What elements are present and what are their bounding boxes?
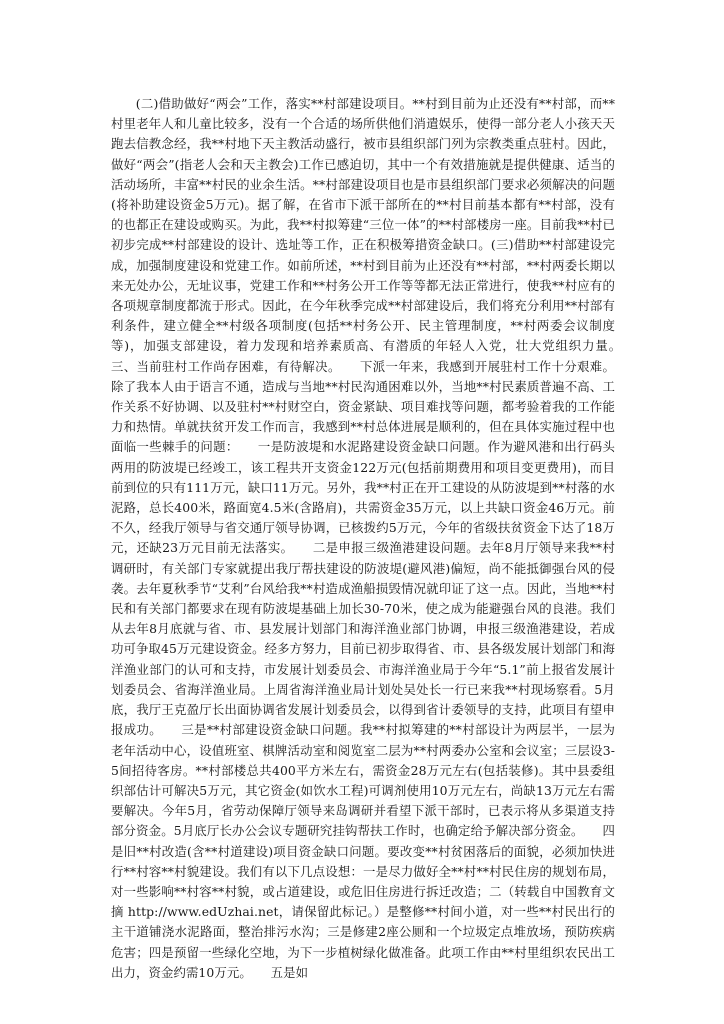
document-body-text: (二)借助做好“两会”工作，落实**村部建设项目。**村到目前为止还没有**村部，而**村里老年人和儿童比较多，没有一个合适的场所供他们消遣娱乐，使得一部分老人小孩天天跑去信教念经，我**村地下天主教活动盛行，被市县组织部门列为宗教类重点驻村。因此，做好“两会”(指老人会和天主教会)工作已感迫切，其中一个有效措施就是提供健康、适当的活动场所，丰富**村民的业余生活。**村部建设项目也是市县组织部门要求必须解决的问题(将补助建设资金5万元)。据了解，在省市下派干部所在的**村目前基本都有**村部，没有的也都正在建设或购买。为此，我**村拟筹建“三位一体”的**村部楼房一座。目前我**村已初步完成**村部建设的设计、选址等工作，正在积极筹措资金缺口。(三)借助**村部建设完成，加强制度建设和党建工作。如前所述，**村到目前为止还没有**村部，**村两委长期以来无处办公，无址议事，党建工作和**村务公开工作等等都无法正常进行，使我**村应有的各项规章制度都流于形式。因此，在今年秋季完成**村部建设后，我们将充分利用**村部有利条件，建立健全**村级各项制度(包括**村务公开、民主管理制度，**村两委会议制度等)，加强支部建设，着力发现和培养素质高、有潜质的年轻人入党，壮大党组织力量。 三、当前驻村工作尚存困难，有待解决。 下派一年来，我感到开展驻村工作十分艰难。除了我本人由于语言不通，造成与当地**村民沟通困难以外，当地**村民素质普遍不高、工作关系不好协调、以及驻村**村财空白，资金紧缺、项目难找等问题，都考验着我的工作能力和热情。单就扶贫开发工作而言，我感到**村总体进展是顺利的，但在具体实施过程中也面临一些棘手的问题： 一是防波堤和水泥路建设资金缺口问题。作为避风港和出行码头两用的防波堤已经竣工，该工程共开支资金122万元(包括前期费用和项目变更费用)，而目前到位的只有111万元，缺口11万元。另外，我**村正在开工建设的从防波堤到**村落的水泥路，总长400米，路面宽4.5米(含路肩)，共需资金35万元，以上共缺口资金46万元。前不久，经我厅领导与省交通厅领导协调，已核拨约5万元，今年的省级扶贫资金下达了18万元，还缺23万元目前无法落实。 二是申报三级渔港建设问题。去年8月厅领导来我**村调研时，有关部门专家就提出我厅帮扶建设的防波堤(避风港)偏短，尚不能抵御强台风的侵袭。去年夏秋季节“艾利”台风给我**村造成渔船损毁情况就印证了这一点。因此，当地**村民和有关部门都要求在现有防波堤基础上加长30-70米，使之成为能避强台风的良港。我们从去年8月底就与省、市、县发展计划部门和海洋渔业部门协调，申报三级渔港建设，若成功可争取45万元建设资金。经多方努力，目前已初步取得省、市、县各级发展计划部门和海洋渔业部门的认可和支持，市发展计划委员会、市海洋渔业局于今年“5.1”前上报省发展计划委员会、省海洋渔业局。上周省海洋渔业局计划处吴处长一行已来我**村现场察看。5月底，我厅王克盈厅长出面协调省发展计划委员会，以得到省计委领导的支持，此项目有望申报成功。 三是**村部建设资金缺口问题。我**村拟筹建的**村部设计为两层半，一层为老年活动中心，设值班室、棋牌活动室和阅览室二层为**村两委办公室和会议室；三层设3-5间招待客房。**村部楼总共400平方米左右，需资金28万元左右(包括装修)。其中县委组织部估计可解决5万元，其它资金(如饮水工程)可调剂使用10万元左右，尚缺13万元左右需要解决。今年5月，省劳动保障厅领导来岛调研并看望下派干部时，已表示将从多渠道支持部分资金。5月底厅长办公会议专题研究挂钩帮扶工作时，也确定给予解决部分资金。 四是旧**村改造(含**村道建设)项目资金缺口问题。要改变**村贫困落后的面貌，必须加快进行**村容**村貌建设。我们有以下几点设想：一是尽力做好全**村**村民住房的规划布局，对一些影响**村容**村貌，或占道建设，或危旧住房进行拆迁改造；二（转载自中国教育文摘 http://www.edUzhai.net，请保留此标记。）是整修**村间小道，对一些**村民出行的主干道铺浇水泥路面，整治排污水沟；三是修建2座公厕和一个垃圾定点堆放场，预防疾病危害；四是预留一些绿化空地，为下一步植树绿化做准备。此项工作由**村里组织农民出工出力，资金约需10万元。 五是如	[111, 96, 640, 980]
